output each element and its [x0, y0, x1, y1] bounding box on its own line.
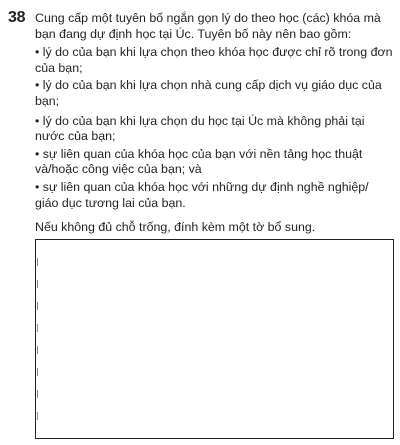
line-tick: [37, 368, 38, 376]
line-tick: [37, 324, 38, 332]
requirement-item-future: • sự liên quan của khóa học với những dự định nghề nghiệp/ giáo dục tương lai của bạn.: [35, 179, 369, 210]
line-tick: [37, 390, 38, 398]
line-tick: [37, 280, 38, 288]
requirement-list: [35, 45, 393, 211]
requirement-item-provider: • lý do của bạn khi lựa chọn nhà cung cấp dịch vụ giáo dục của bạn;: [35, 78, 382, 108]
extra-sheet-note: Nếu không đủ chỗ trống, đính kèm một tờ bổ sung.: [35, 220, 316, 235]
line-tick: [37, 258, 38, 266]
line-tick: [37, 346, 38, 354]
requirement-item-course: • lý do của bạn khi lựa chọn theo khóa học được chỉ rõ trong đơn của bạn;: [35, 45, 393, 75]
requirement-item-background: • sự liên quan của khóa học của bạn với nền tảng học thuật và/hoặc công việc của bạn; và: [35, 146, 363, 177]
question-number: 38: [8, 9, 26, 26]
answer-box-ticks: [35, 239, 45, 439]
question-body: [35, 11, 393, 236]
answer-box[interactable]: [35, 239, 394, 439]
line-tick: [37, 302, 38, 310]
question-intro: Cung cấp một tuyên bố ngắn gọn lý do theo học (các) khóa mà bạn đang dự định học tại Úc. Tuyên bố này nên bao gồm:: [35, 11, 381, 41]
line-tick: [37, 412, 38, 420]
requirement-item-australia: • lý do của bạn khi lựa chọn du học tại Úc mà không phải tại nước của bạn;: [35, 113, 365, 144]
